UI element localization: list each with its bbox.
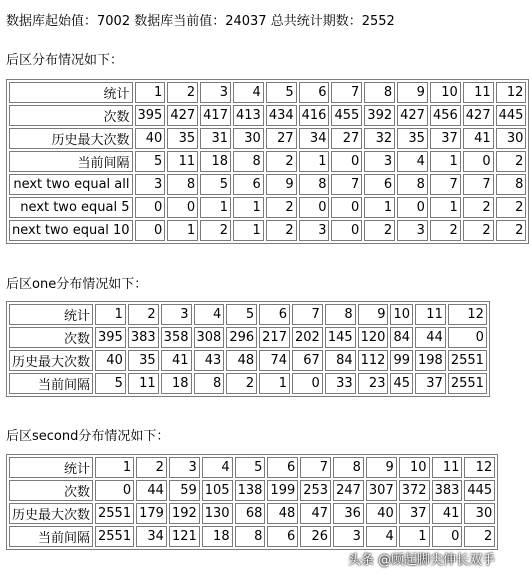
value-cell: 2 [266,151,297,172]
value-cell: 10 [430,82,461,103]
value-cell: 138 [235,480,266,501]
value-cell: 383 [432,480,463,501]
section-title-back-zone-one: 后区one分布情况如下： [6,277,148,292]
value-cell: 6 [299,82,330,103]
table-row [9,526,495,547]
value-cell: 121 [169,526,200,547]
table-header-row [9,457,495,478]
value-cell: 44 [136,480,167,501]
value-cell: 2 [364,220,395,241]
value-cell: 35 [397,128,428,149]
value-cell: 7 [331,82,362,103]
row-label-cell: 历史最大次数 [9,350,93,371]
row-label-cell: 当前间隔 [9,373,93,394]
value-cell: 41 [161,350,192,371]
value-cell: 395 [135,105,166,126]
value-cell: 40 [135,128,166,149]
value-cell: 34 [299,128,330,149]
value-cell: 2 [128,304,159,325]
value-cell: 0 [292,373,323,394]
value-cell: 6 [259,304,290,325]
value-cell: 2 [496,197,527,218]
value-cell: 416 [299,105,330,126]
value-cell: 3 [135,174,166,195]
value-cell: 30 [496,128,527,149]
value-cell: 2 [496,151,527,172]
value-cell: 41 [463,128,494,149]
value-cell: 2551 [448,373,487,394]
value-cell: 5 [266,82,297,103]
value-cell: 68 [235,503,266,524]
section-title-back-zone: 后区分布情况如下： [6,53,124,68]
value-cell: 247 [333,480,364,501]
value-cell: 1 [399,526,430,547]
watermark-text: 头条 @顾起脚尖伸长双手 [347,553,495,568]
value-cell: 5 [226,304,257,325]
value-cell: 392 [364,105,395,126]
value-cell: 33 [325,373,356,394]
value-cell: 105 [202,480,233,501]
table-header-row [9,82,526,103]
table-row [9,151,526,172]
value-cell: 2 [463,220,494,241]
value-cell: 120 [358,327,389,348]
table-row [9,174,526,195]
value-cell: 179 [136,503,167,524]
value-cell: 0 [432,526,463,547]
value-cell: 1 [200,197,231,218]
value-cell: 8 [333,457,364,478]
value-cell: 202 [292,327,323,348]
value-cell: 8 [496,174,527,195]
value-cell: 11 [167,151,198,172]
value-cell: 383 [128,327,159,348]
value-cell: 307 [366,480,397,501]
value-cell: 74 [259,350,290,371]
row-label-cell: next two equal all [9,174,133,195]
value-cell: 455 [331,105,362,126]
table-header-row [9,304,487,325]
row-label-cell: next two equal 5 [9,197,133,218]
value-cell: 99 [390,350,413,371]
value-cell: 130 [202,503,233,524]
value-cell: 31 [200,128,231,149]
row-label-cell: 统计 [9,457,93,478]
value-cell: 4 [233,82,264,103]
value-cell: 41 [432,503,463,524]
value-cell: 23 [358,373,389,394]
value-cell: 12 [496,82,527,103]
table-row [9,503,495,524]
row-label-cell: 次数 [9,480,93,501]
row-label-cell: next two equal 10 [9,220,133,241]
row-label-cell: 当前间隔 [9,526,93,547]
table-row [9,350,487,371]
value-cell: 308 [194,327,225,348]
value-cell: 2551 [95,526,134,547]
value-cell: 10 [399,457,430,478]
value-cell: 5 [200,174,231,195]
value-cell: 30 [464,503,495,524]
table-row [9,128,526,149]
row-label-cell: 次数 [9,105,133,126]
value-cell: 4 [194,304,225,325]
value-cell: 9 [366,457,397,478]
value-cell: 9 [266,174,297,195]
value-cell: 40 [95,350,126,371]
value-cell: 2 [167,82,198,103]
value-cell: 35 [167,128,198,149]
value-cell: 67 [292,350,323,371]
value-cell: 18 [202,526,233,547]
value-cell: 40 [366,503,397,524]
value-cell: 296 [226,327,257,348]
value-cell: 36 [333,503,364,524]
value-cell: 427 [167,105,198,126]
value-cell: 0 [299,197,330,218]
value-cell: 199 [267,480,298,501]
value-cell: 7 [331,174,362,195]
value-cell: 2 [226,373,257,394]
value-cell: 1 [167,220,198,241]
value-cell: 434 [266,105,297,126]
value-cell: 11 [415,304,446,325]
row-label-cell: 当前间隔 [9,151,133,172]
value-cell: 37 [430,128,461,149]
back-zone-distribution-table [6,79,529,244]
value-cell: 4 [397,151,428,172]
row-label-cell: 次数 [9,327,93,348]
row-label-cell: 统计 [9,304,93,325]
value-cell: 2 [464,526,495,547]
value-cell: 8 [299,174,330,195]
value-cell: 1 [430,151,461,172]
value-cell: 18 [200,151,231,172]
value-cell: 4 [366,526,397,547]
value-cell: 445 [496,105,527,126]
value-cell: 11 [432,457,463,478]
value-cell: 145 [325,327,356,348]
value-cell: 84 [325,350,356,371]
value-cell: 7 [300,457,331,478]
value-cell: 198 [415,350,446,371]
value-cell: 2 [266,197,297,218]
value-cell: 9 [358,304,389,325]
value-cell: 445 [464,480,495,501]
value-cell: 0 [167,197,198,218]
value-cell: 395 [95,327,126,348]
value-cell: 3 [299,220,330,241]
value-cell: 11 [463,82,494,103]
table-row [9,220,526,241]
value-cell: 358 [161,327,192,348]
value-cell: 7 [463,174,494,195]
value-cell: 1 [135,82,166,103]
value-cell: 30 [233,128,264,149]
value-cell: 6 [267,457,298,478]
value-cell: 11 [128,373,159,394]
value-cell: 1 [259,373,290,394]
value-cell: 456 [430,105,461,126]
value-cell: 0 [135,220,166,241]
value-cell: 2551 [448,350,487,371]
value-cell: 0 [135,197,166,218]
section-title-back-zone-second: 后区second分布情况如下： [6,429,170,444]
value-cell: 48 [226,350,257,371]
value-cell: 26 [300,526,331,547]
value-cell: 217 [259,327,290,348]
value-cell: 5 [235,457,266,478]
value-cell: 84 [390,327,413,348]
back-zone-one-distribution-table [6,301,490,397]
value-cell: 43 [194,350,225,371]
value-cell: 3 [397,220,428,241]
value-cell: 427 [397,105,428,126]
value-cell: 8 [235,526,266,547]
value-cell: 2 [463,197,494,218]
value-cell: 8 [194,373,225,394]
value-cell: 37 [415,373,446,394]
value-cell: 253 [300,480,331,501]
value-cell: 2 [266,220,297,241]
value-cell: 8 [233,151,264,172]
value-cell: 35 [128,350,159,371]
value-cell: 10 [390,304,413,325]
value-cell: 27 [331,128,362,149]
value-cell: 45 [390,373,413,394]
value-cell: 417 [200,105,231,126]
value-cell: 3 [200,82,231,103]
value-cell: 44 [415,327,446,348]
value-cell: 2551 [95,503,134,524]
database-summary-line: 数据库起始值：7002 数据库当前值：24037 总共统计期数：2552 [6,14,395,29]
value-cell: 32 [364,128,395,149]
value-cell: 0 [331,220,362,241]
value-cell: 3 [364,151,395,172]
value-cell: 2 [200,220,231,241]
value-cell: 7 [430,174,461,195]
value-cell: 9 [397,82,428,103]
value-cell: 0 [448,327,487,348]
row-label-cell: 历史最大次数 [9,503,93,524]
value-cell: 3 [161,304,192,325]
value-cell: 5 [135,151,166,172]
table-row [9,480,495,501]
value-cell: 1 [233,220,264,241]
row-label-cell: 统计 [9,82,133,103]
value-cell: 2 [136,457,167,478]
value-cell: 6 [233,174,264,195]
value-cell: 0 [463,151,494,172]
value-cell: 48 [267,503,298,524]
value-cell: 34 [136,526,167,547]
value-cell: 1 [364,197,395,218]
value-cell: 1 [299,151,330,172]
value-cell: 3 [169,457,200,478]
value-cell: 4 [202,457,233,478]
value-cell: 1 [430,197,461,218]
back-zone-second-distribution-table [6,454,498,550]
value-cell: 8 [397,174,428,195]
value-cell: 2 [430,220,461,241]
value-cell: 112 [358,350,389,371]
table-row [9,373,487,394]
row-label-cell: 历史最大次数 [9,128,133,149]
value-cell: 59 [169,480,200,501]
table-row [9,105,526,126]
value-cell: 0 [331,151,362,172]
value-cell: 5 [95,373,126,394]
value-cell: 27 [266,128,297,149]
value-cell: 8 [325,304,356,325]
value-cell: 413 [233,105,264,126]
value-cell: 192 [169,503,200,524]
table-row [9,197,526,218]
value-cell: 6 [364,174,395,195]
value-cell: 8 [364,82,395,103]
table-row [9,327,487,348]
value-cell: 12 [464,457,495,478]
value-cell: 12 [448,304,487,325]
value-cell: 6 [267,526,298,547]
value-cell: 1 [95,304,126,325]
value-cell: 47 [300,503,331,524]
value-cell: 1 [233,197,264,218]
value-cell: 0 [397,197,428,218]
value-cell: 427 [463,105,494,126]
value-cell: 7 [292,304,323,325]
value-cell: 372 [399,480,430,501]
value-cell: 18 [161,373,192,394]
value-cell: 0 [331,197,362,218]
value-cell: 2 [496,220,527,241]
value-cell: 3 [333,526,364,547]
value-cell: 0 [95,480,134,501]
value-cell: 37 [399,503,430,524]
value-cell: 8 [167,174,198,195]
value-cell: 1 [95,457,134,478]
